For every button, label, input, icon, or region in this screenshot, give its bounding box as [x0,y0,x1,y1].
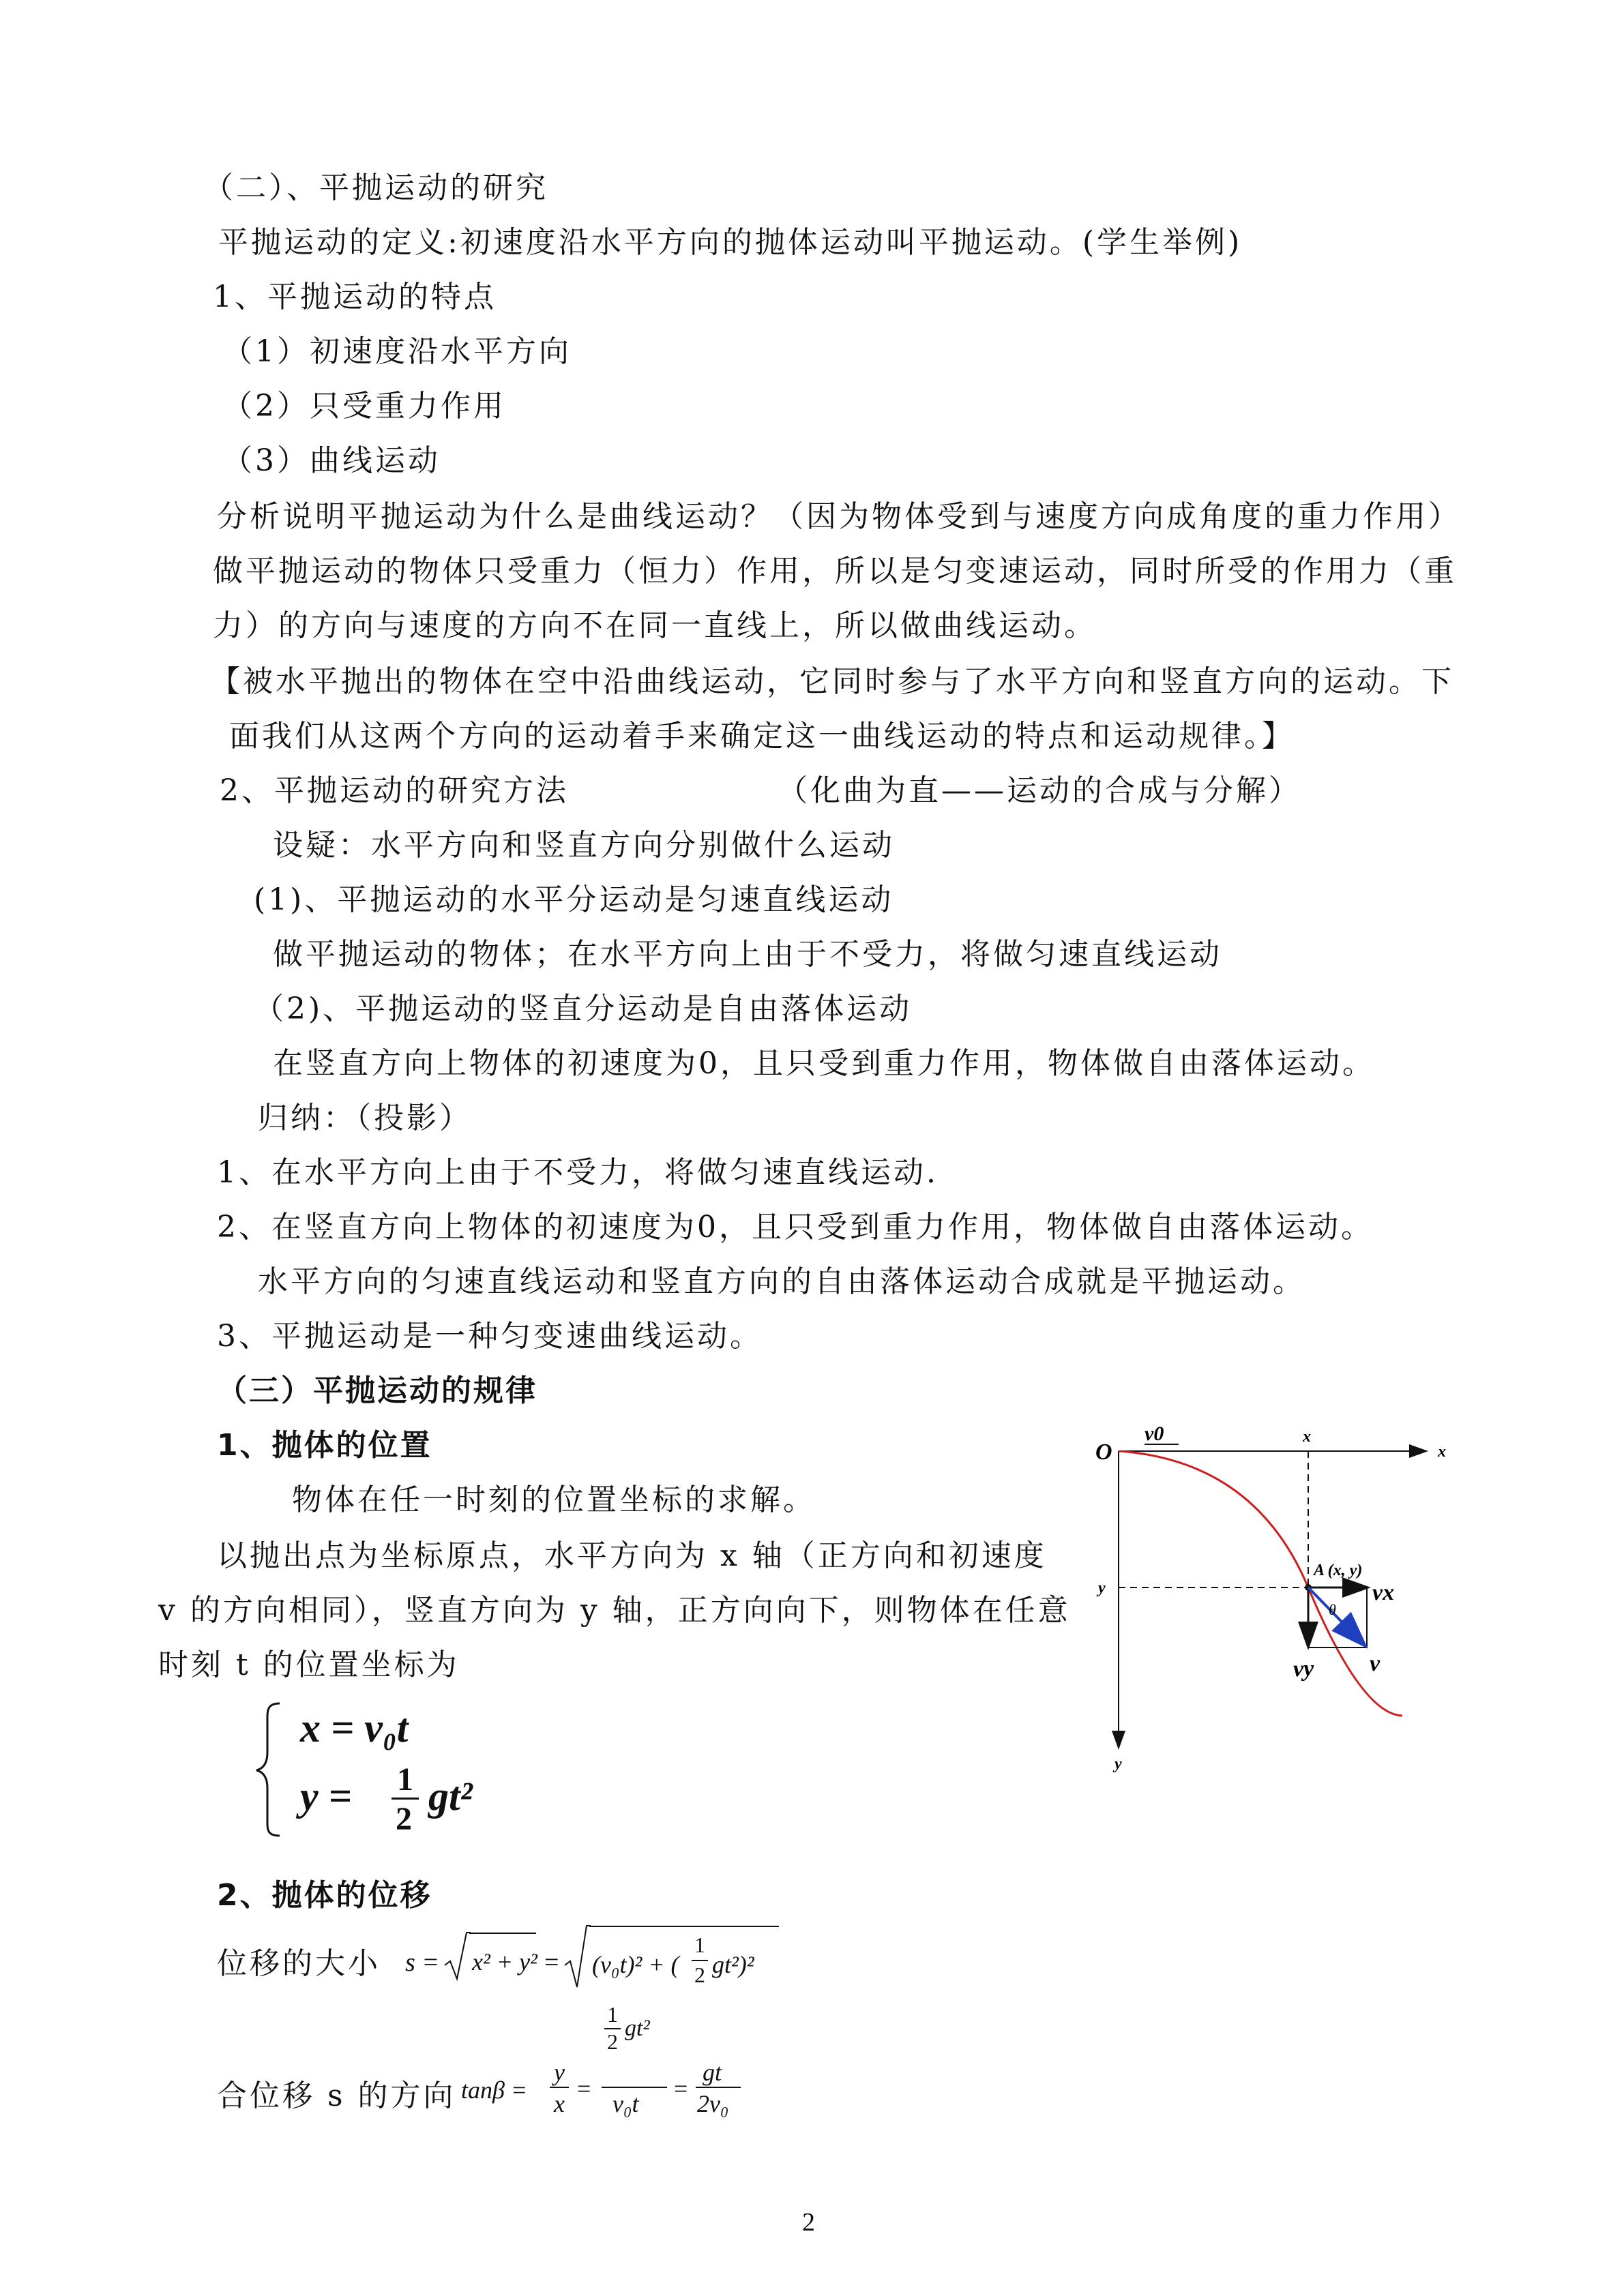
position-text-1: 以抛出点为坐标原点，水平方向为 x 轴（正方向和初速度 [217,1538,1047,1573]
s-sqrt2a: (v₀t)² + ( [592,1951,679,1978]
analysis-question: 分析说明平抛运动为什么是曲线运动？（因为物体受到与速度方向成角度的重力作用） [217,499,1461,534]
label-x-top: x [1303,1428,1311,1446]
horizontal-motion-text: 做平抛运动的物体；在水平方向上由于不受力，将做匀速直线运动 [273,937,1222,972]
subheading-method: 2、平抛运动的研究方法 [220,773,569,808]
tan-num-gt: gt² [625,2016,650,2041]
formula-y-bar [392,1798,419,1800]
direction-formula [461,2002,761,2125]
bracket-note-1: 【被水平抛出的物体在空中沿曲线运动，它同时参与了水平方向和竖直方向的运动。下 [210,664,1454,699]
tan-r-den: 2v₀ [697,2090,729,2117]
position-text-3: 时刻 t 的位置坐标为 [158,1648,460,1682]
label-origin: O [1095,1440,1112,1465]
tan-r-num: gt [703,2059,722,2086]
tan-eq2: = [674,2075,688,2102]
label-theta: θ [1329,1601,1336,1618]
summary-3: 3、平抛运动是一种匀变速曲线运动。 [217,1319,763,1354]
position-text-2: v 的方向相同），竖直方向为 y 轴，正方向向下，则物体在任意 [158,1593,1071,1628]
subheading-features: 1、平抛运动的特点 [213,280,497,314]
displacement-label: 位移的大小 [217,1946,381,1981]
tan-num-top: 1 [607,2002,618,2027]
section-heading-3: （三）平抛运动的规律 [217,1373,537,1408]
subheading-position: 1、抛体的位置 [217,1428,432,1463]
horizontal-motion-heading: (1)、平抛运动的水平分运动是匀速直线运动 [254,882,894,917]
position-intro: 物体在任一时刻的位置坐标的求解。 [292,1482,816,1517]
position-formula [252,1698,539,1848]
question-text: 设疑：水平方向和竖直方向分别做什么运动 [273,828,895,863]
direction-label: 合位移 s 的方向 [217,2078,456,2113]
label-vx: vx [1372,1580,1395,1605]
formula-y-rhs: gt² [428,1774,473,1819]
sqrt-1-bar [469,1933,536,1934]
label-y-axis: y [1114,1755,1122,1773]
projectile-diagram [1091,1420,1473,1774]
label-v0: v0 [1145,1422,1164,1445]
definition-text: 平抛运动的定义:初速度沿水平方向的抛体运动叫平抛运动。(学生举例) [218,225,1243,260]
tan-num-mid: 2 [607,2029,618,2054]
s-half-num: 1 [694,1933,705,1957]
analysis-text-2: 力）的方向与速度的方向不在同一直线上，所以做曲线运动。 [213,608,1097,643]
page-number: 2 [802,2208,815,2237]
sqrt-2-bar [589,1926,779,1927]
formula-y-den: 2 [396,1801,412,1837]
vertical-motion-text: 在竖直方向上物体的初速度为0，且只受到重力作用，物体做自由落体运动。 [273,1046,1375,1081]
summary-combined: 水平方向的匀速直线运动和竖直方向的自由落体运动合成就是平抛运动。 [258,1264,1305,1299]
tan-eq1: = [577,2075,591,2102]
tan-bar-1 [550,2087,569,2088]
displacement-formula [405,1923,787,2005]
s-sqrt2b: gt²)² [712,1951,754,1978]
trajectory-curve [1119,1451,1402,1716]
tan-y: y [554,2059,565,2086]
label-y-left: y [1098,1579,1106,1597]
s-lhs: s = [405,1948,439,1977]
tan-x: x [554,2090,565,2117]
s-sqrt1: x² + y² [472,1948,537,1976]
s-half-bar [692,1960,708,1961]
formula-y-num: 1 [397,1761,413,1798]
label-x-axis: x [1438,1443,1446,1461]
formula-y-lhs: y = [300,1774,352,1819]
sqrt-2 [563,1923,591,1991]
summary-1: 1、在水平方向上由于不受力，将做匀速直线运动. [217,1155,939,1190]
tan-lhs: tanβ = [461,2076,528,2104]
bracket-note-2: 面我们从这两个方向的运动着手来确定这一曲线运动的特点和运动规律。】 [229,719,1295,754]
sqrt-1 [443,1930,471,1984]
s-eq: = [544,1948,559,1977]
subheading-displacement: 2、抛体的位移 [217,1878,432,1913]
summary-2: 2、在竖直方向上物体的初速度为0，且只受到重力作用，物体做自由落体运动。 [217,1210,1374,1244]
tan-den: v₀t [612,2090,639,2117]
feature-1: （1）初速度沿水平方向 [222,334,572,369]
feature-2: （2）只受重力作用 [222,389,506,423]
label-v: v [1370,1651,1381,1676]
method-note: （化曲为直——运动的合成与分解） [778,773,1301,808]
tan-bar-3 [696,2087,741,2088]
formula-x: x = v₀t [300,1705,409,1750]
feature-3: （3）曲线运动 [222,443,441,478]
analysis-text-1: 做平抛运动的物体只受重力（恒力）作用，所以是匀变速运动，同时所受的作用力（重 [213,554,1457,588]
label-point-a: A (x, y) [1314,1562,1363,1579]
v-arrow [1308,1587,1364,1645]
label-vy: vy [1293,1656,1314,1682]
tan-bar-2 [602,2087,667,2088]
vertical-motion-heading: （2)、平抛运动的竖直分运动是自由落体运动 [254,992,913,1026]
left-brace [252,1698,293,1841]
summary-label: 归纳：（投影） [258,1101,472,1135]
section-heading-2: （二）、平抛运动的研究 [203,170,548,205]
s-half-den: 2 [694,1963,705,1987]
